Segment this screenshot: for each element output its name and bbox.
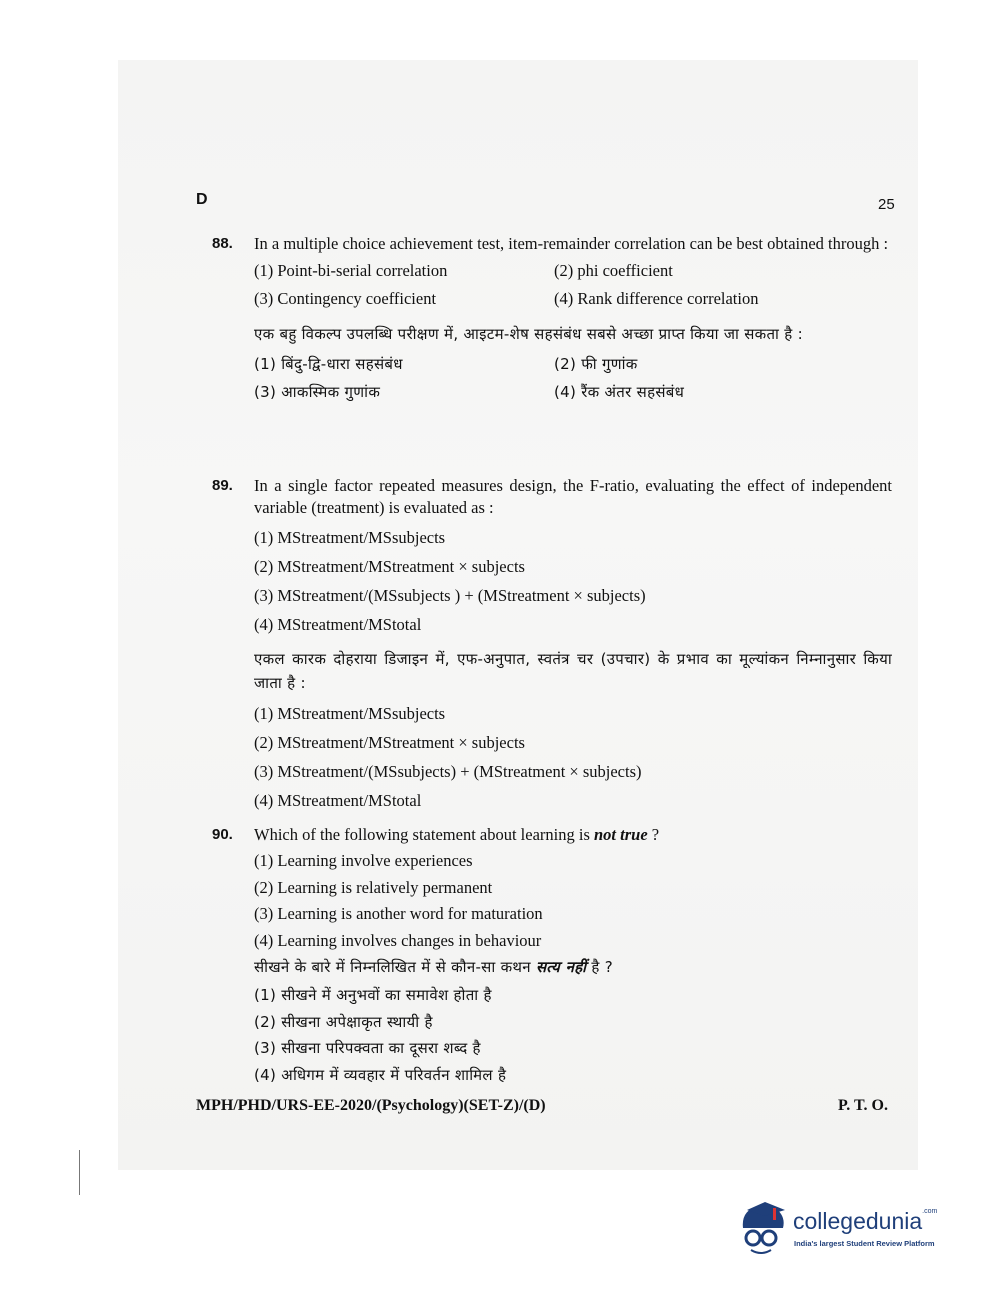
set-letter: D [196, 191, 208, 208]
question-stem-hi: एक बहु विकल्प उपलब्धि परीक्षण में, आइटम-शेष सहसंबंध सबसे अच्छा प्राप्त किया जा सकता है : [254, 325, 803, 343]
option-4: (4) MStreatment/MStotal [254, 614, 422, 634]
options-hi [254, 350, 892, 406]
option-1: (1) Learning involve experiences [254, 851, 473, 871]
option-1: (1) MStreatment/MSsubjects [254, 703, 446, 723]
stem-text: है ? [586, 958, 614, 976]
logo-tagline: India's largest Student Review Platform [794, 1239, 935, 1248]
option-3: (3) MStreatment/(MSsubjects ) + (MStreatment × subjects) [254, 585, 646, 605]
option-3: (3) MStreatment/(MSsubjects) + (MStreatment × subjects) [254, 761, 642, 781]
paper-code: MPH/PHD/URS-EE-2020/(Psychology)(SET-Z)/(D) [196, 1097, 546, 1114]
logo-name: collegedunia [793, 1208, 923, 1234]
option-2: (2) सीखना अपेक्षाकृत स्थायी है [254, 1012, 433, 1031]
option-4: (4) अधिगम में व्यवहार में परिवर्तन शामिल है [254, 1065, 507, 1084]
option-2: (2) MStreatment/MStreatment × subjects [254, 556, 525, 576]
question-stem-en [254, 824, 892, 846]
option-4: (4) Learning involves changes in behaviour [254, 930, 542, 950]
options-hi [254, 699, 892, 815]
options-en [254, 848, 892, 954]
logo-suffix: .com [922, 1208, 938, 1215]
option-1: (1) Point-bi-serial correlation [254, 261, 448, 280]
stem-emphasis: सत्य नहीं [535, 958, 587, 976]
question-88 [212, 233, 892, 406]
option-2: (2) फी गुणांक [554, 355, 638, 373]
question-number: 88. [212, 235, 233, 252]
collegedunia-logo [737, 1198, 962, 1258]
option-3: (3) Contingency coefficient [254, 289, 437, 308]
pto-label: P. T. O. [838, 1097, 888, 1114]
logo-wordmark [793, 1208, 937, 1235]
option-1: (1) बिंदु-द्वि-धारा सहसंबंध [254, 355, 403, 373]
option-2: (2) MStreatment/MStreatment × subjects [254, 732, 525, 752]
options-en [254, 257, 892, 313]
option-3: (3) Learning is another word for maturation [254, 904, 543, 924]
option-2: (2) phi coefficient [554, 261, 673, 280]
option-3: (3) सीखना परिपक्वता का दूसरा शब्द है [254, 1039, 481, 1058]
page-number: 25 [878, 196, 895, 213]
question-stem-en: In a single factor repeated measures design, the F-ratio, evaluating the effect of independent variable (treatment) is evaluated as : [254, 476, 892, 517]
options-row [254, 285, 892, 313]
stem-emphasis: not true [594, 825, 648, 844]
stem-text: सीखने के बारे में निम्नलिखित में से कौन-सा कथन [254, 958, 536, 976]
question-89 [212, 475, 892, 815]
question-number: 89. [212, 477, 233, 494]
option-4: (4) MStreatment/MStotal [254, 790, 422, 810]
stem-text: ? [647, 825, 660, 844]
option-1: (1) MStreatment/MSsubjects [254, 527, 446, 547]
options-row [254, 257, 892, 285]
question-stem-en: In a multiple choice achievement test, item-remainder correlation can be best obtained through : [254, 234, 889, 253]
question-90 [212, 824, 892, 1088]
stem-text: Which of the following statement about learning is [254, 825, 594, 844]
margin-line [79, 1150, 80, 1195]
options-row [254, 350, 892, 378]
options-row [254, 378, 892, 406]
options-hi [254, 982, 892, 1088]
question-stem-hi: एकल कारक दोहराया डिजाइन में, एफ-अनुपात, स्वतंत्र चर (उपचार) के प्रभाव का मूल्यांकन निम्नानुसार किया जाता है : [254, 650, 892, 692]
options-en [254, 523, 892, 639]
option-4: (4) रैंक अंतर सहसंबंध [554, 383, 685, 401]
mascot-icon [737, 1198, 793, 1258]
question-number: 90. [212, 826, 233, 843]
question-stem-hi [254, 956, 892, 978]
option-1: (1) सीखने में अनुभवों का समावेश होता है [254, 986, 492, 1005]
option-2: (2) Learning is relatively permanent [254, 877, 493, 897]
option-3: (3) आकस्मिक गुणांक [254, 383, 381, 401]
option-4: (4) Rank difference correlation [554, 289, 759, 308]
